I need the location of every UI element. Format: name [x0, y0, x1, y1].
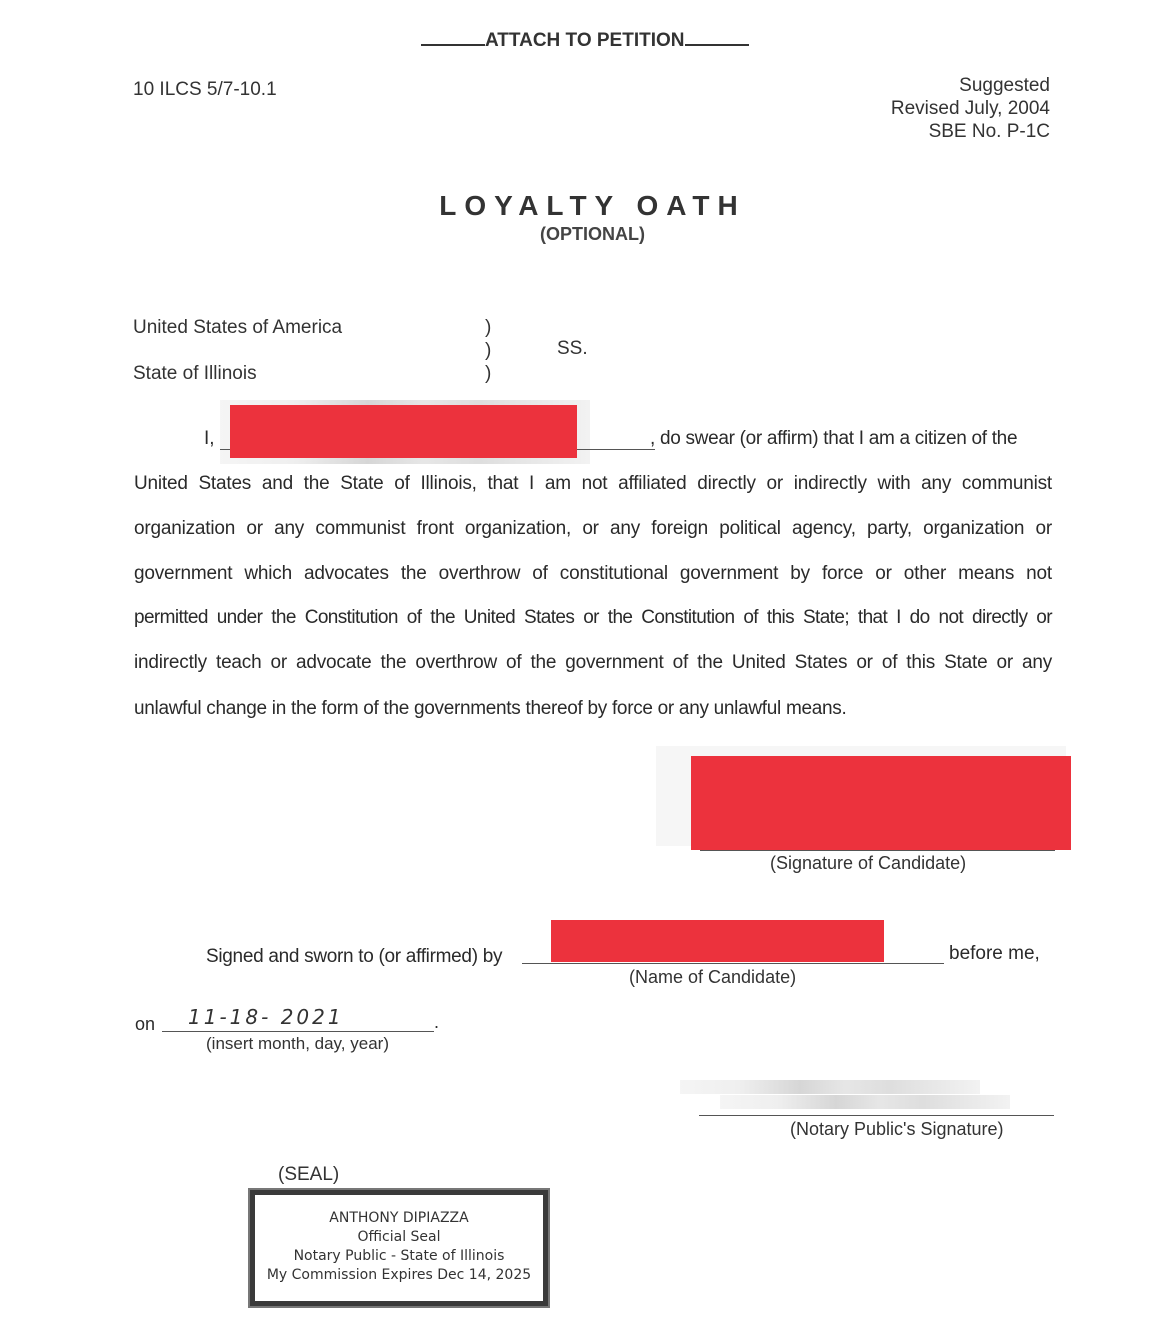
form-revision-block [891, 74, 1050, 143]
notary-signature-line [699, 1115, 1054, 1116]
attach-to-petition-heading [421, 30, 749, 52]
blurred-notary-signature [680, 1080, 980, 1094]
oath-line: government which advocates the overthrow of constitutional government by force or other means not [134, 563, 1052, 584]
oath-line: organization or any communist front organization, or any foreign political agency, party, organization or [134, 518, 1052, 539]
revised-date: Revised July, 2004 [890, 98, 1050, 119]
underline-left [421, 30, 485, 46]
venue-ss: SS. [557, 338, 588, 359]
redaction-box [551, 920, 884, 962]
venue-bracket: ) [485, 340, 492, 361]
document-title: LOYALTY OATH [439, 190, 746, 221]
venue-country: United States of America [133, 317, 343, 338]
notary-seal-stamp [250, 1190, 548, 1306]
seal-official: Official Seal [357, 1229, 441, 1245]
attach-text: ATTACH TO PETITION [485, 30, 685, 51]
sbe-number: SBE No. P-1C [928, 121, 1050, 142]
candidate-name-caption: (Name of Candidate) [629, 967, 797, 987]
date-period: . [434, 1012, 440, 1032]
date-line [162, 1031, 434, 1032]
signature-caption: (Signature of Candidate) [770, 853, 967, 873]
date-caption: (insert month, day, year) [206, 1034, 389, 1053]
oath-line: permitted under the Constitution of the United States or the Constitution of this State; that I do not directly or [134, 607, 1052, 628]
oath-last-line: unlawful change in the form of the governments thereof by force or any unlawful means. [134, 698, 847, 719]
notary-caption: (Notary Public's Signature) [790, 1119, 1004, 1139]
seal-notary-title: Notary Public - State of Illinois [293, 1248, 505, 1264]
redaction-box [691, 756, 1071, 850]
candidate-name-line [522, 963, 944, 964]
suggested-label: Suggested [959, 75, 1050, 96]
oath-line-1: , do swear (or affirm) that I am a citizen of the [650, 428, 1018, 449]
statute-reference: 10 ILCS 5/7-10.1 [133, 79, 277, 100]
venue-state: State of Illinois [133, 363, 257, 384]
document-subtitle: (OPTIONAL) [540, 224, 645, 244]
oath-line: indirectly teach or advocate the overthrow of the government of the United States or of this State or any [134, 652, 1052, 673]
oath-prefix: I, [204, 428, 215, 449]
signature-line [700, 850, 1055, 851]
sworn-suffix: before me, [949, 943, 1040, 964]
date-on-label: on [135, 1014, 156, 1034]
handwritten-date: 11-18- 2021 [188, 1005, 344, 1029]
seal-expiration: My Commission Expires Dec 14, 2025 [266, 1267, 532, 1283]
sworn-prefix: Signed and sworn to (or affirmed) by [206, 946, 503, 967]
underline-right [685, 30, 749, 46]
seal-notary-name: ANTHONY DIPIAZZA [329, 1210, 469, 1226]
oath-line: United States and the State of Illinois, that I am not affiliated directly or indirectly with any communist [134, 473, 1052, 494]
seal-label: (SEAL) [278, 1164, 340, 1185]
venue-bracket: ) [485, 363, 492, 384]
venue-bracket: ) [485, 317, 492, 338]
redaction-box [230, 405, 577, 458]
blurred-notary-signature [720, 1095, 1010, 1109]
